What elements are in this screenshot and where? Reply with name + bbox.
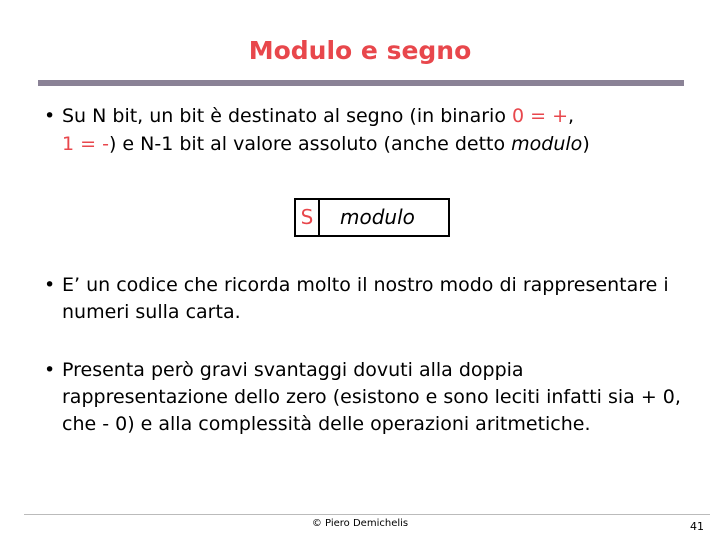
- magnitude-cell: modulo: [340, 205, 415, 229]
- footer-divider: [24, 514, 710, 515]
- bullet1-text-4: ): [582, 133, 590, 155]
- bullet-paper-analogy: [44, 272, 684, 326]
- title-divider: [38, 80, 684, 86]
- bullet-text: [62, 102, 694, 158]
- page-number: 41: [690, 520, 704, 533]
- modulo-emphasis: modulo: [511, 133, 583, 155]
- bullet-marker: •: [44, 359, 56, 381]
- bullet-sign-bit: [44, 102, 694, 158]
- bullet-marker: •: [44, 274, 56, 296]
- footer-author: © Piero Demichelis: [311, 518, 409, 529]
- slide-title: Modulo e segno: [248, 36, 472, 65]
- bullet-marker: •: [44, 105, 56, 127]
- one-minus-label: 1 = -: [62, 133, 109, 155]
- bullet-text: Presenta però gravi svantaggi dovuti alla doppia rappresentazione dello zero (esistono e sono leciti infatti sia + 0, che - 0) e alla complessità delle operazioni aritmetiche.: [62, 359, 681, 435]
- sign-magnitude-diagram: [294, 198, 450, 237]
- sign-bit-cell: S: [296, 200, 320, 235]
- bullet1-text-3: ) e N-1 bit al valore assoluto (anche detto: [108, 133, 512, 155]
- bullet1-text-1: Su N bit, un bit è destinato al segno (in binario: [62, 105, 512, 127]
- zero-plus-label: 0 = +: [512, 105, 569, 127]
- bullet-text: E’ un codice che ricorda molto il nostro modo di rappresentare i numeri sulla carta.: [62, 274, 669, 323]
- bullet1-text-2: ,: [568, 105, 575, 127]
- bullet-drawbacks: [44, 357, 684, 438]
